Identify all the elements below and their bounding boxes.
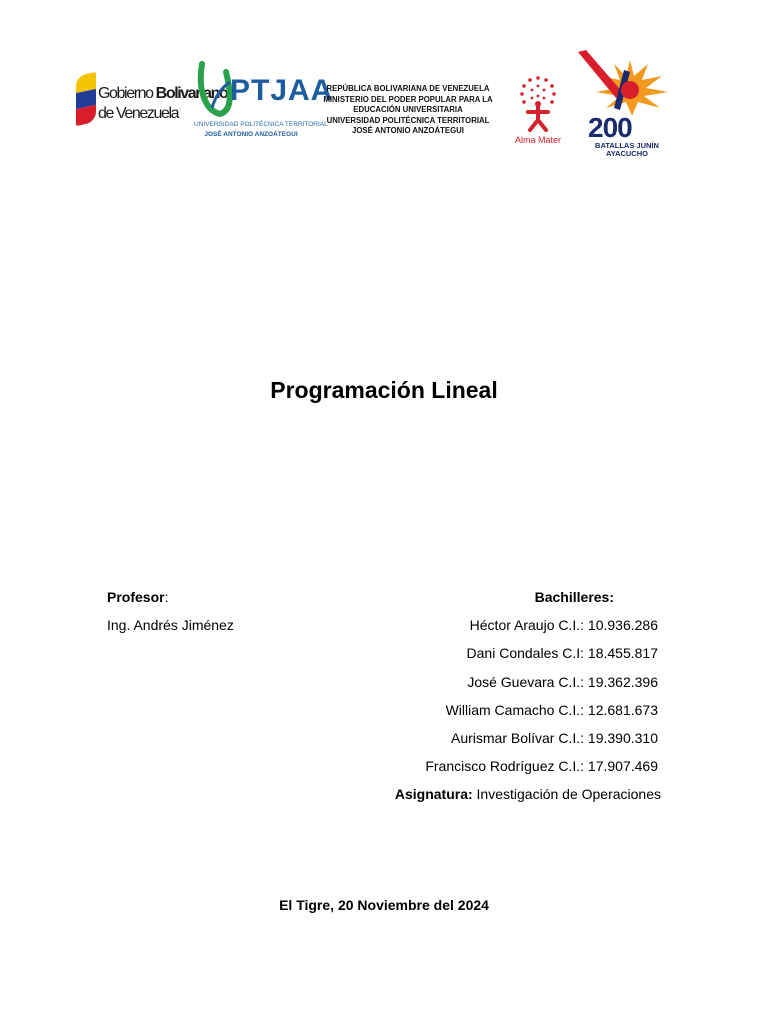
student-entry: Francisco Rodríguez C.I.: 17.907.469: [425, 758, 658, 774]
student-entry: Héctor Araujo C.I.: 10.936.286: [469, 617, 658, 633]
student-entry: Dani Condales C.I: 18.455.817: [466, 645, 658, 661]
uptjaa-logo: PTJAA UNIVERSIDAD POLITÉCNICA TERRITORIAL JOSÉ ANTONIO ANZOÁTEGUI: [194, 58, 308, 148]
profesor-label: Profesor:: [107, 589, 169, 605]
uptjaa-emblem-icon: [194, 58, 234, 118]
student-entry: William Camacho C.I.: 12.681.673: [445, 702, 658, 718]
alma-mater-emblem-icon: [514, 72, 562, 134]
document-title: Programación Lineal: [270, 377, 498, 403]
institution-header-text: REPÚBLICA BOLIVARIANA DE VENEZUELA MINISTERIO DEL PODER POPULAR PARA LA EDUCACIÓN UNIVERSITARIA UNIVERSIDAD POLITÉCNICA TERRITORIAL JOSÉ ANTONIO ANZOÁTEGUI: [323, 84, 493, 135]
place-date-footer: El Tigre, 20 Noviembre del 2024: [279, 897, 489, 913]
sunburst-emblem-icon: [572, 50, 688, 120]
alma-mater-logo: Alma Mater: [508, 72, 568, 150]
student-entry: Aurismar Bolívar C.I.: 19.390.310: [451, 730, 658, 746]
profesor-name: Ing. Andrés Jiménez: [107, 617, 234, 633]
bachilleres-label: Bachilleres:: [534, 589, 614, 605]
asignatura-line: Asignatura: Investigación de Operaciones: [394, 786, 661, 802]
bicentenario-batallas-logo: 200 BATALLAS JUNÍN AYACUCHO: [572, 50, 688, 158]
student-entry: José Guevara C.I.: 19.362.396: [467, 674, 658, 690]
gobierno-bolivariano-logo: Gobierno Bolivariano de Venezuela: [76, 68, 188, 130]
venezuela-flag-icon: [76, 72, 96, 126]
